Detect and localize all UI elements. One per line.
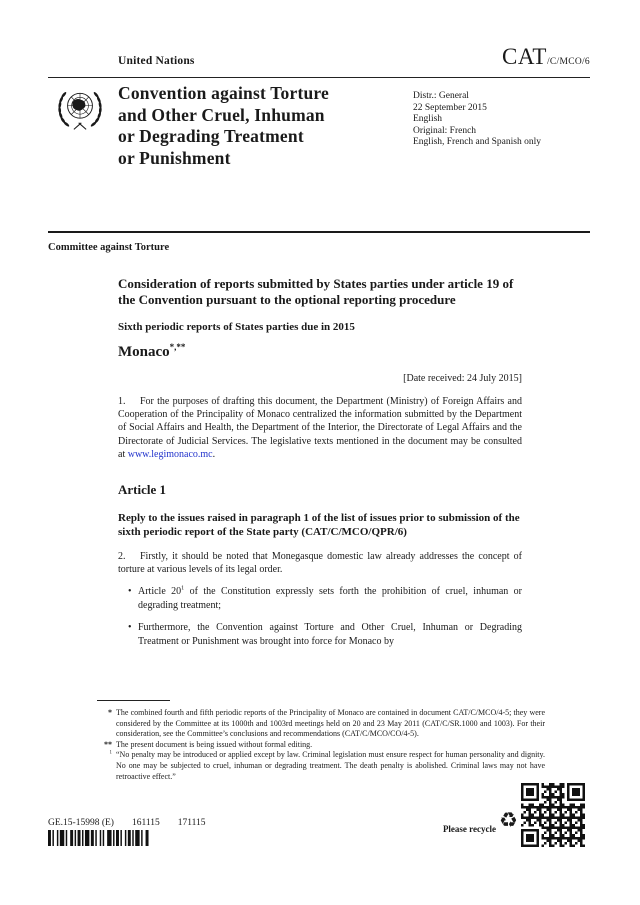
document-title-line: Convention against Torture	[118, 83, 330, 103]
footnote-text: The present document is being issued without formal editing.	[116, 739, 313, 749]
footnote	[97, 708, 545, 740]
footnote-text: The combined fourth and fifth periodic reports of the Principality of Monaco are contained in document CAT/C/MCO/4-5; they were considered by the Committee at its 1000th and 1003rd meetings held on 20 and 23 May 2011 (CAT/C/SR.1000 and 1003). For their consideration, see the Committee’s conclusions and recommendations (CAT/C/MCO/CO/4-5).	[116, 708, 545, 739]
distr-line: Original: French	[413, 125, 477, 136]
report-heading: Consideration of reports submitted by States parties under article 19 of the Convention pursuant to the optional reporting procedure	[118, 276, 514, 307]
distr-line: Distr.: General	[413, 91, 469, 101]
un-emblem-icon	[52, 82, 108, 140]
country-footnote-marks: *,**	[169, 341, 186, 352]
bullet-item: • Furthermore, the Convention against Torture and Other Cruel, Inhuman or Degrading Treatment or Punishment was brought into force for Monaco by	[118, 621, 522, 648]
committee-label: Committee against Torture	[48, 242, 170, 253]
recycle-label: Please recycle	[442, 824, 496, 834]
document-title	[118, 83, 329, 169]
paragraph-number: 1.	[118, 395, 126, 407]
bullet-text: of the Constitution expressly sets forth the prohibition of cruel, inhuman or degrading treatment;	[138, 586, 523, 611]
report-subheading: Sixth periodic reports of States parties due in 2015	[118, 320, 355, 333]
footnote	[97, 750, 545, 782]
distr-line: English	[413, 114, 443, 125]
reply-heading: Reply to the issues raised in paragraph 1 of the list of issues prior to submission of the sixth periodic report of the State party (CAT/C/MCO/QPR/6)	[118, 511, 520, 538]
document-symbol	[502, 44, 590, 70]
footer-code: 161115	[131, 818, 160, 828]
country-name: Monaco	[118, 343, 170, 360]
footnote-ref: 1	[181, 585, 185, 593]
barcode	[48, 830, 150, 846]
footnote-marker: **	[104, 739, 112, 749]
legimonaco-link[interactable]: www.legimonaco.mc	[127, 449, 213, 461]
article-1-heading: Article 1	[118, 481, 167, 497]
ge-number: GE.15-15998 (E)	[48, 818, 114, 828]
section-rule	[48, 231, 590, 233]
footnote-marker: 1	[109, 750, 112, 756]
document-symbol-sub: /C/MCO/6	[546, 57, 590, 67]
distr-line: English, French and Spanish only	[413, 137, 541, 148]
header-rule	[48, 77, 590, 78]
paragraph-2	[118, 550, 522, 577]
footer-left	[48, 818, 206, 846]
paragraph-text-end: .	[212, 449, 216, 461]
footnote-marker: *	[108, 708, 112, 717]
paragraph-1	[118, 395, 522, 462]
document-title-line: or Punishment	[118, 147, 231, 168]
distribution-info	[413, 91, 541, 149]
paragraph-text: Firstly, it should be noted that Monegasque domestic law already addresses the concept of torture at various levels of its legal order.	[118, 550, 522, 576]
footer-code: 171115	[177, 818, 206, 828]
footnote-text: “No penalty may be introduced or applied except by law. Criminal legislation must ensure respect for human personality and dignity. No one may be subjected to cruel, inhuman or degrading treatment. The death penalty is abolished. Criminal laws may not have retroactive effect.”	[116, 750, 545, 781]
ge-number-line	[48, 818, 206, 828]
document-title-line: and Other Cruel, Inhuman	[118, 104, 325, 125]
document-symbol-main: CAT	[501, 44, 547, 69]
paragraph-text: For the purposes of drafting this document, the Department (Ministry) of Foreign Affairs and Cooperation of the Principality of Monaco centralized the information submitted by the Department of Social Affairs and Health, the Department of the Interior, the Directorate of Legal Affairs and the Directorate of Judicial Services. The legislative texts mentioned in the document may be consulted at	[118, 395, 522, 461]
footnotes-section	[97, 700, 545, 782]
bullet-item	[118, 585, 522, 612]
distr-line: 22 September 2015	[413, 102, 487, 113]
org-name: United Nations	[118, 55, 195, 67]
date-received: [Date received: 24 July 2015]	[403, 372, 522, 384]
country-heading	[118, 341, 522, 361]
footnote-separator	[97, 700, 170, 701]
qr-code	[521, 783, 585, 847]
footnote	[97, 740, 545, 751]
recycle-icon: ♻	[499, 808, 518, 832]
document-title-line: or Degrading Treatment	[118, 126, 304, 146]
bullet-text: Article 20	[138, 586, 182, 598]
paragraph-number: 2.	[118, 550, 126, 562]
main-content	[118, 276, 522, 648]
